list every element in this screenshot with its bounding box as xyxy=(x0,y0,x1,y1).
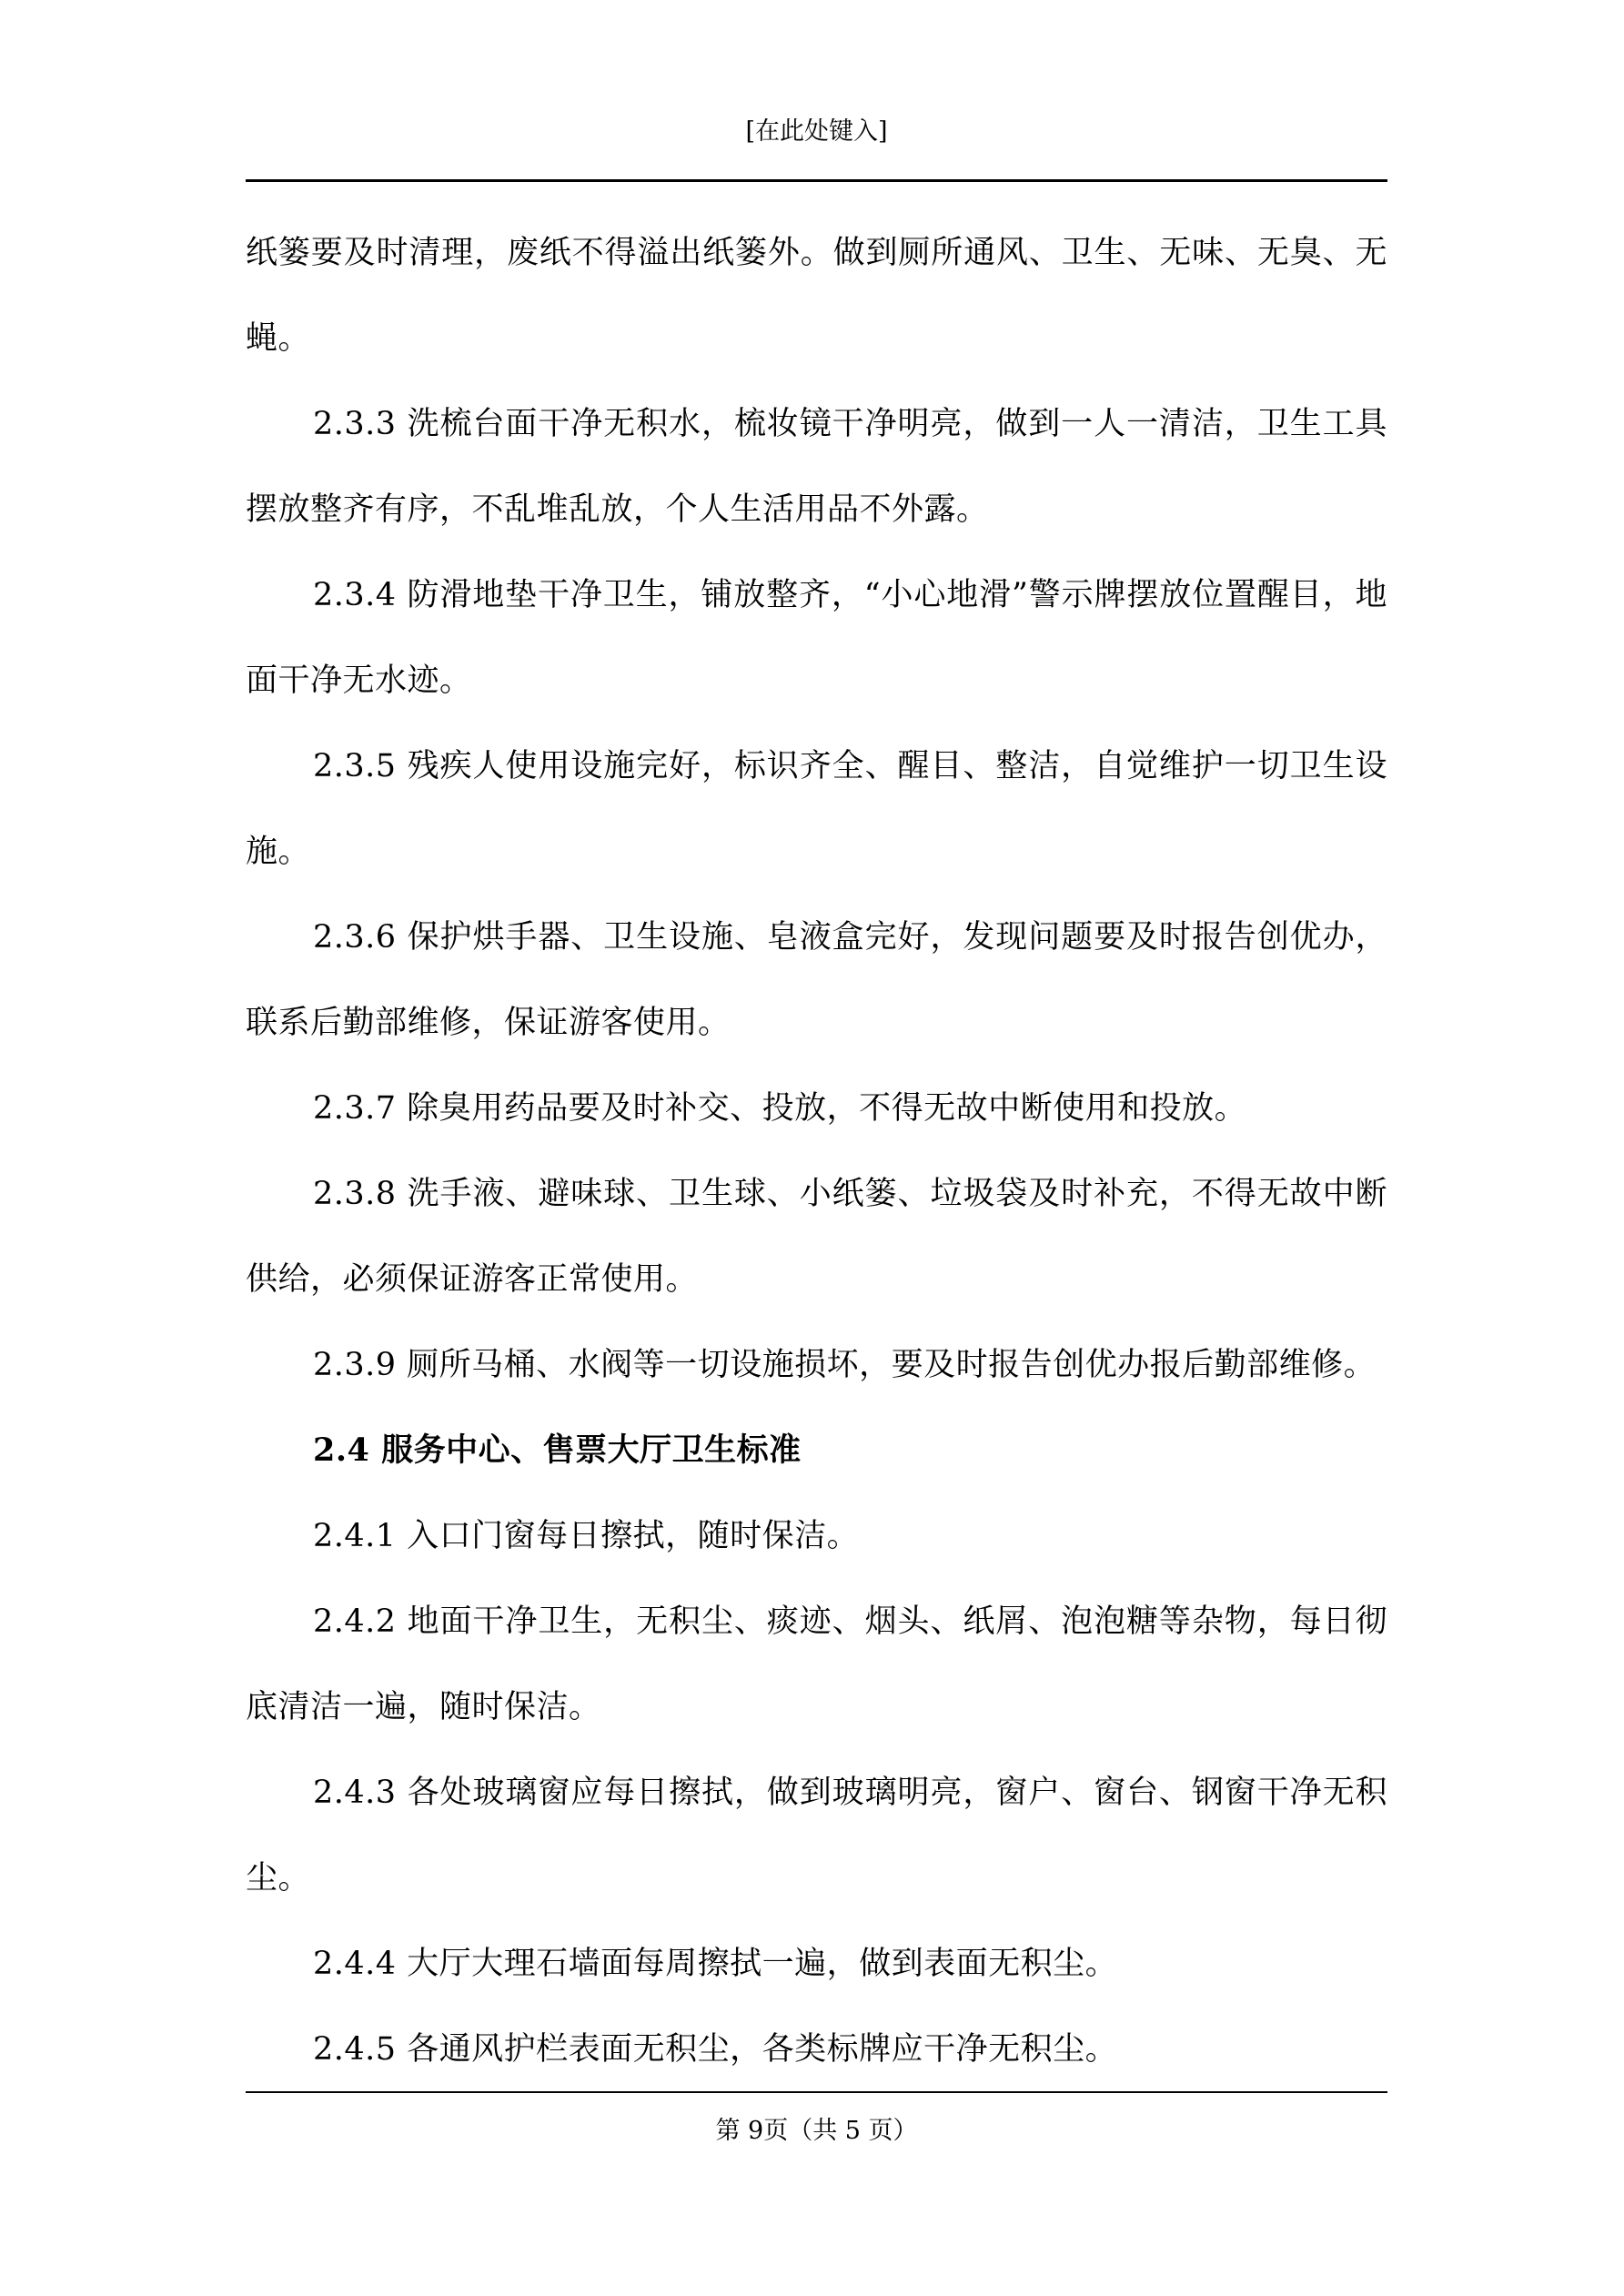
clause-2-4-1: 2.4.1 入口门窗每日擦拭，随时保洁。 xyxy=(313,1518,860,1554)
clause-2-3-8: 2.3.8 洗手液、避味球、卫生球、小纸篓、垃圾袋及时补充，不得无故中断供给，必须保证游客正常使用。 xyxy=(246,1176,1387,1298)
clause-2-3-6: 2.3.6 保护烘手器、卫生设施、皂液盒完好，发现问题要及时报告创优办，联系后勤部维修，保证游客使用。 xyxy=(246,919,1387,1041)
footer-divider xyxy=(246,2091,1387,2093)
header-divider xyxy=(246,179,1387,182)
page-header: [在此处键入] xyxy=(745,117,888,146)
section-heading-2-4: 2.4 服务中心、售票大厅卫生标准 xyxy=(313,1431,802,1469)
page-footer: 第 9页（共 5 页） xyxy=(715,2117,918,2145)
clause-2-4-2: 2.4.2 地面干净卫生，无积尘、痰迹、烟头、纸屑、泡泡糖等杂物，每日彻底清洁一遍，随时保洁。 xyxy=(246,1603,1387,1725)
clause-2-4-5: 2.4.5 各通风护栏表面无积尘，各类标牌应干净无积尘。 xyxy=(313,2031,1118,2068)
clause-2-3-4: 2.3.4 防滑地垫干净卫生，铺放整齐，“小心地滑”警示牌摆放位置醒目，地面干净无水迹。 xyxy=(246,577,1387,699)
paragraph-continuation: 纸篓要及时清理，废纸不得溢出纸篓外。做到厕所通风、卫生、无味、无臭、无蝇。 xyxy=(246,235,1387,357)
clause-2-4-4: 2.4.4 大厅大理石墙面每周擦拭一遍，做到表面无积尘。 xyxy=(313,1946,1118,1982)
clause-2-3-3: 2.3.3 洗梳台面干净无积水，梳妆镜干净明亮，做到一人一清洁，卫生工具摆放整齐有序，不乱堆乱放，个人生活用品不外露。 xyxy=(246,406,1387,528)
clause-2-3-5: 2.3.5 残疾人使用设施完好，标识齐全、醒目、整洁，自觉维护一切卫生设施。 xyxy=(246,748,1387,870)
clause-2-3-9: 2.3.9 厕所马桶、水阀等一切设施损坏，要及时报告创优办报后勤部维修。 xyxy=(313,1347,1377,1383)
clause-2-4-3: 2.4.3 各处玻璃窗应每日擦拭，做到玻璃明亮，窗户、窗台、钢窗干净无积尘。 xyxy=(246,1775,1387,1896)
document-body xyxy=(246,210,1387,2092)
clause-2-3-7: 2.3.7 除臭用药品要及时补交、投放，不得无故中断使用和投放。 xyxy=(313,1090,1247,1127)
